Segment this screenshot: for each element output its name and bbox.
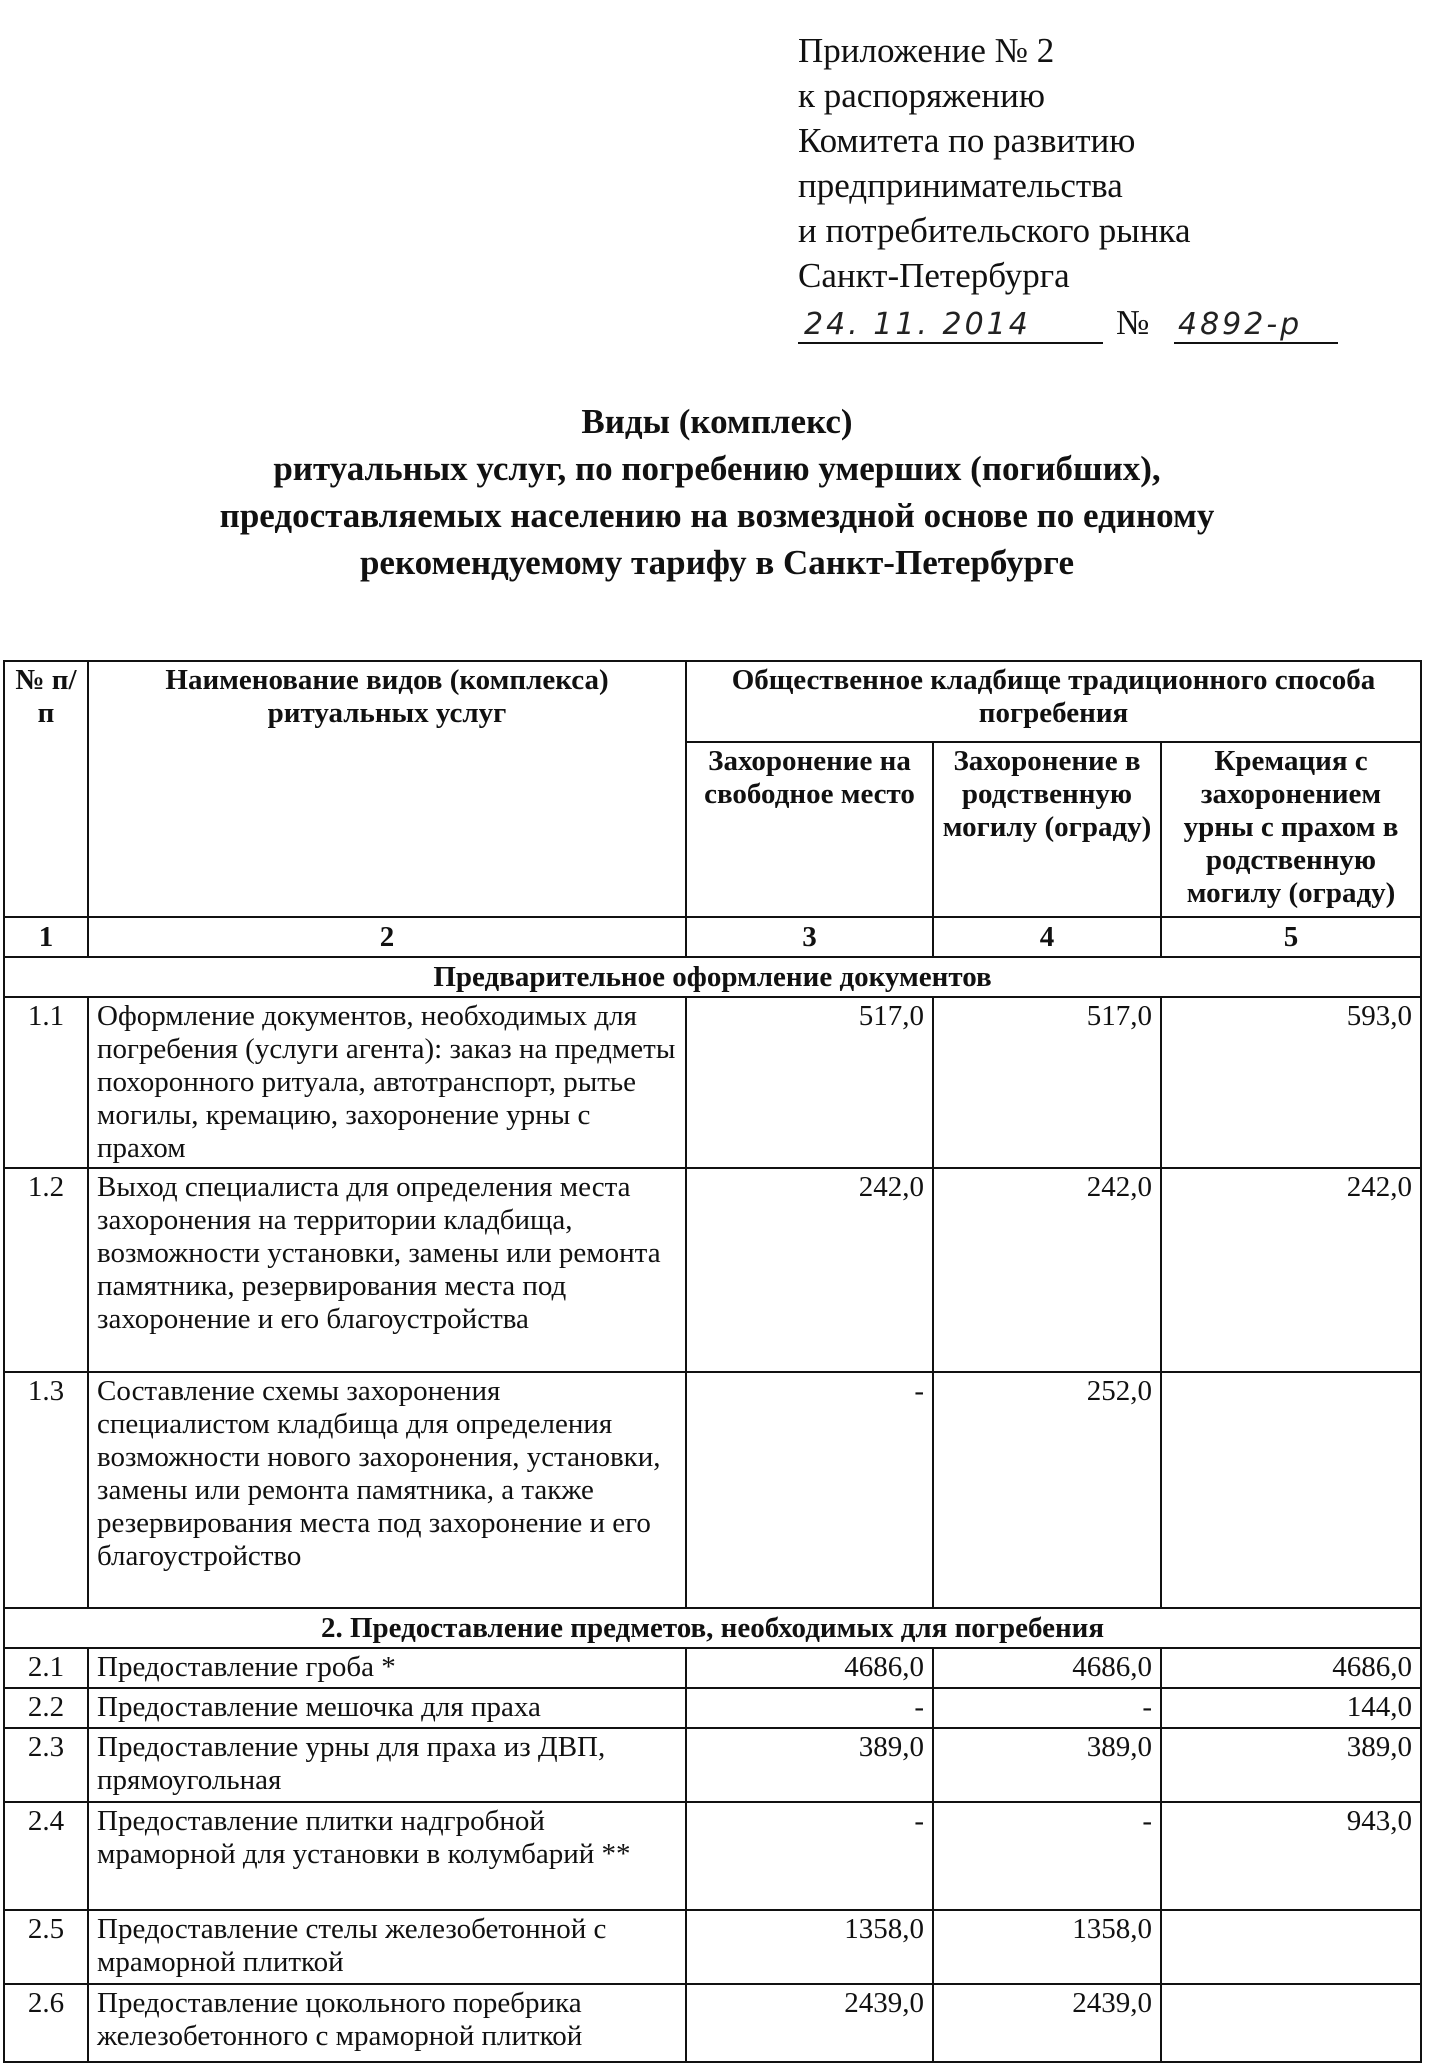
row-col5: 242,0	[1161, 1168, 1421, 1372]
header-name: Наименование видов (комплекса) ритуальных услуг	[88, 661, 686, 917]
row-number: 2.3	[4, 1728, 88, 1802]
appendix-block	[798, 28, 1303, 352]
table-row	[4, 997, 1421, 1168]
appendix-line: Приложение № 2	[798, 31, 1055, 70]
row-number: 2.6	[4, 1984, 88, 2062]
row-number: 2.1	[4, 1648, 88, 1688]
row-col3: 389,0	[686, 1728, 933, 1802]
section-title: Предварительное оформление документов	[4, 957, 1421, 997]
header-col3: Захоронение на свободное место	[686, 742, 933, 917]
row-number: 1.2	[4, 1168, 88, 1372]
row-col3: 1358,0	[686, 1910, 933, 1984]
row-col3: 2439,0	[686, 1984, 933, 2062]
document-title	[0, 398, 1434, 586]
section-title: 2. Предоставление предметов, необходимых для погребения	[4, 1608, 1421, 1648]
row-col4: -	[933, 1802, 1161, 1910]
row-col4: 252,0	[933, 1372, 1161, 1608]
appendix-line: к распоряжению	[798, 76, 1046, 115]
row-col4: 1358,0	[933, 1910, 1161, 1984]
row-col4: 2439,0	[933, 1984, 1161, 2062]
row-name: Предоставление плитки надгробной мраморной для установки в колумбарий **	[88, 1802, 686, 1910]
column-number: 2	[88, 917, 686, 957]
row-col3: 242,0	[686, 1168, 933, 1372]
title-line: ритуальных услуг, по погребению умерших (погибших),	[273, 449, 1161, 488]
table-row	[4, 1984, 1421, 2062]
row-col3: -	[686, 1802, 933, 1910]
appendix-line: и потребительского рынка	[798, 211, 1191, 250]
table-row	[4, 1168, 1421, 1372]
row-col5: 389,0	[1161, 1728, 1421, 1802]
section-row	[4, 957, 1421, 997]
signature-row	[798, 300, 1303, 352]
row-number: 2.2	[4, 1688, 88, 1728]
appendix-line: Комитета по развитию	[798, 121, 1136, 160]
row-number: 1.3	[4, 1372, 88, 1608]
title-line: предоставляемых населению на возмездной основе по единому	[219, 496, 1215, 535]
row-name: Предоставление цокольного поребрика железобетонного с мраморной плиткой	[88, 1984, 686, 2062]
row-col5: 144,0	[1161, 1688, 1421, 1728]
section-row	[4, 1608, 1421, 1648]
appendix-line: предпринимательства	[798, 166, 1123, 205]
row-name: Предоставление урны для праха из ДВП, прямоугольная	[88, 1728, 686, 1802]
row-col5	[1161, 1984, 1421, 2062]
row-col4: 389,0	[933, 1728, 1161, 1802]
row-number: 2.5	[4, 1910, 88, 1984]
header-num: № п/п	[4, 661, 88, 917]
title-line: Виды (комплекс)	[581, 402, 853, 441]
row-col3: 4686,0	[686, 1648, 933, 1688]
row-col5	[1161, 1910, 1421, 1984]
table-header-row	[4, 661, 1421, 742]
row-col5: 4686,0	[1161, 1648, 1421, 1688]
column-number: 3	[686, 917, 933, 957]
row-name: Оформление документов, необходимых для погребения (услуги агента): заказ на предметы похоронного ритуала, автотранспорт, рытье могилы, кремацию, захоронение урны с прахом	[88, 997, 686, 1168]
table-row	[4, 1728, 1421, 1802]
handwritten-number: 4892-р	[1178, 307, 1303, 342]
row-col5: 943,0	[1161, 1802, 1421, 1910]
row-col4: 517,0	[933, 997, 1161, 1168]
row-col5	[1161, 1372, 1421, 1608]
row-col4: 4686,0	[933, 1648, 1161, 1688]
header-group: Общественное кладбище традиционного способа погребения	[686, 661, 1421, 742]
row-col4: -	[933, 1688, 1161, 1728]
header-col5: Кремация с захоронением урны с прахом в родственную могилу (ограду)	[1161, 742, 1421, 917]
number-field	[1174, 300, 1338, 344]
row-col3: -	[686, 1688, 933, 1728]
row-col3: -	[686, 1372, 933, 1608]
column-number: 4	[933, 917, 1161, 957]
table-row	[4, 1802, 1421, 1910]
row-col4: 242,0	[933, 1168, 1161, 1372]
row-name: Предоставление стелы железобетонной с мраморной плиткой	[88, 1910, 686, 1984]
row-name: Предоставление гроба *	[88, 1648, 686, 1688]
number-sign: №	[1116, 303, 1150, 342]
table-row	[4, 1372, 1421, 1608]
table-row	[4, 1910, 1421, 1984]
title-line: рекомендуемому тарифу в Санкт-Петербурге	[359, 543, 1075, 582]
header-col4: Захоронение в родственную могилу (ограду)	[933, 742, 1161, 917]
table-row	[4, 1688, 1421, 1728]
handwritten-date: 24. 11. 2014	[804, 307, 1031, 342]
appendix-line: Санкт-Петербурга	[798, 256, 1070, 295]
column-numbers-row	[4, 917, 1421, 957]
column-number: 1	[4, 917, 88, 957]
table-row	[4, 1648, 1421, 1688]
tariff-table	[3, 660, 1422, 2063]
row-name: Предоставление мешочка для праха	[88, 1688, 686, 1728]
row-number: 1.1	[4, 997, 88, 1168]
row-number: 2.4	[4, 1802, 88, 1910]
row-name: Выход специалиста для определения места захоронения на территории кладбища, возможности установки, замены или ремонта памятника, резервирования места под захоронение и его благоустройства	[88, 1168, 686, 1372]
date-field	[798, 300, 1103, 344]
row-col5: 593,0	[1161, 997, 1421, 1168]
row-col3: 517,0	[686, 997, 933, 1168]
row-name: Составление схемы захоронения специалистом кладбища для определения возможности нового захоронения, установки, замены или ремонта памятника, а также резервирования места под захоронение и его благоустройство	[88, 1372, 686, 1608]
column-number: 5	[1161, 917, 1421, 957]
